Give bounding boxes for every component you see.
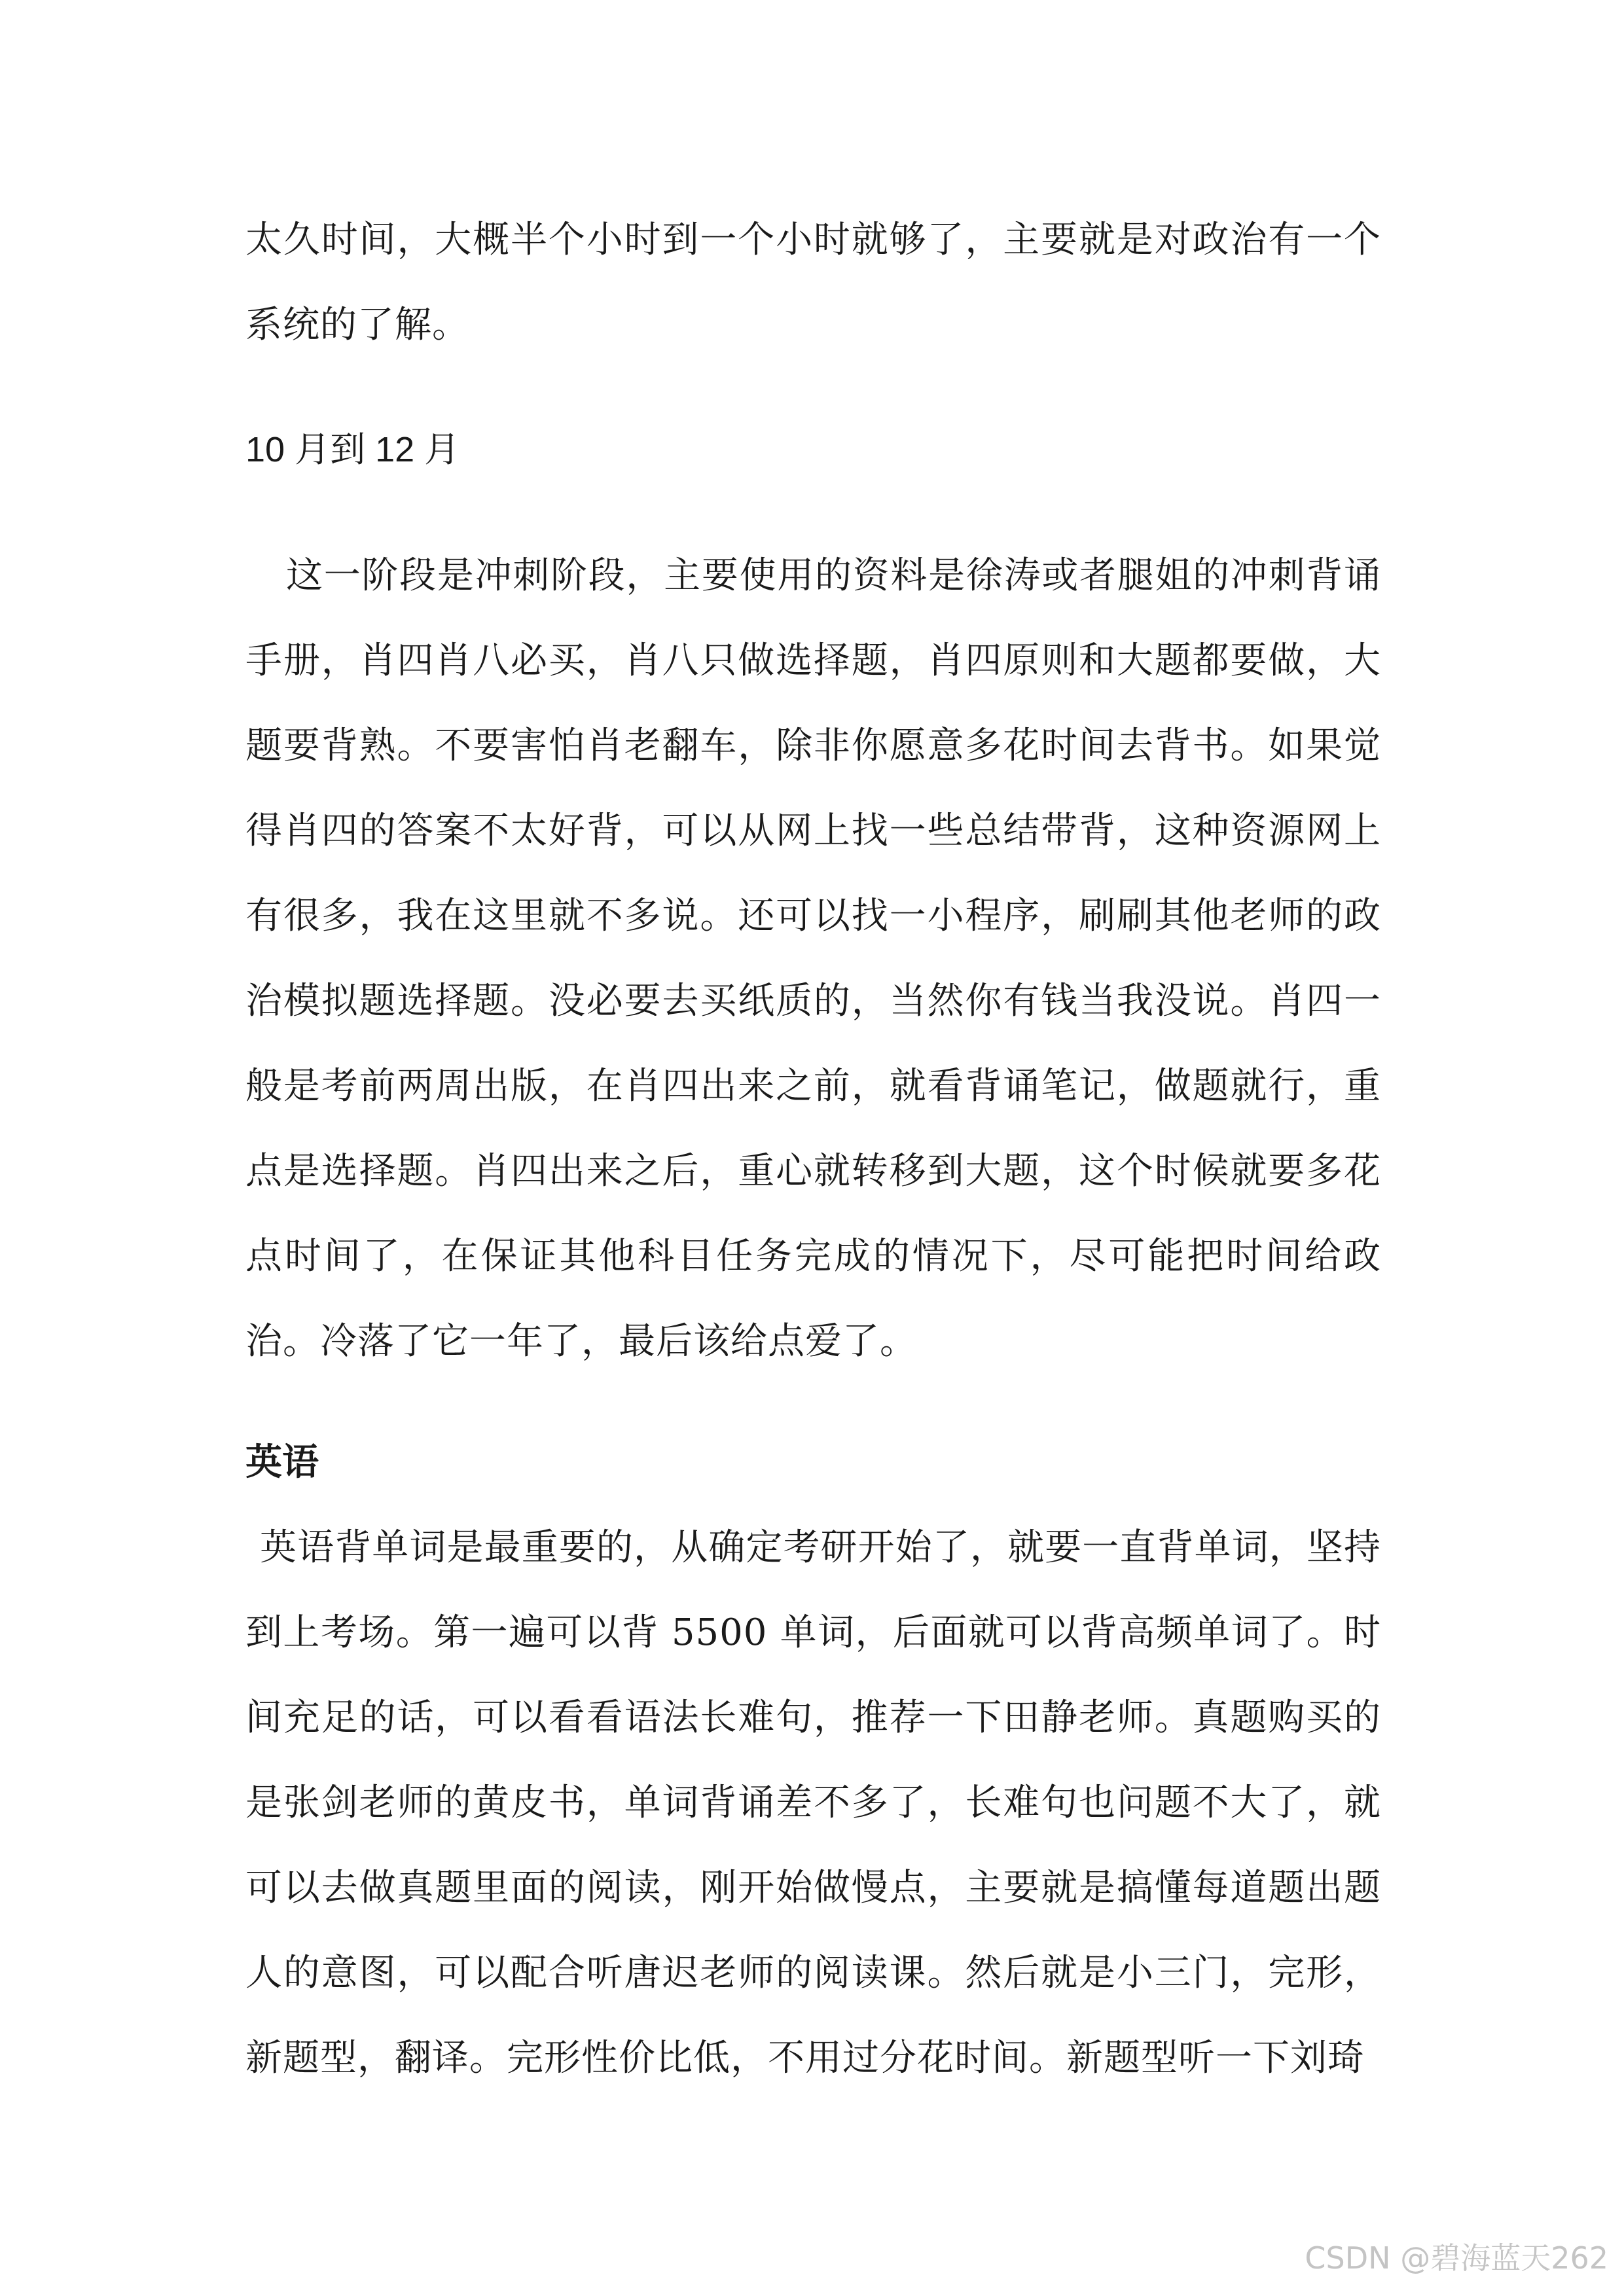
paragraph-sprint-stage: 这一阶段是冲刺阶段，主要使用的资料是徐涛或者腿姐的冲刺背诵手册，肖四肖八必买，肖八只做选择题，肖四原则和大题都要做，大题要背熟。不要害怕肖老翻车，除非你愿意多花时间去背书。如果觉得肖四的答案不太好背，可以从网上找一些总结带背，这种资源网上有很多，我在这里就不多说。还可以找一小程序，刷刷其他老师的政治模拟题选择题。没必要去买纸质的，当然你有钱当我没说。肖四一般是考前两周出版，在肖四出来之前，就看背诵笔记，做题就行，重点是选择题。肖四出来之后，重心就转移到大题，这个时候就要多花点时间了，在保证其他科目任务完成的情况下，尽可能把时间给政治。冷落了它一年了，最后该给点爱了。 <box>245 554 1381 1363</box>
paragraph-english-advice: 英语背单词是最重要的，从确定考研开始了，就要一直背单词，坚持到上考场。第一遍可以背 5500 单词，后面就可以背高频单词了。时间充足的话，可以看看语法长难句，推荐一下田静老师。真题购买的是张剑老师的黄皮书，单词背诵差不多了，长难句也问题不大了，就可以去做真题里面的阅读，刚开始做慢点，主要就是搞懂每道题出题人的意图，可以配合听唐迟老师的阅读课。然后就是小三门，完形，新题型，翻译。完形性价比低，不用过分花时间。新题型听一下刘琦 <box>245 1526 1381 2079</box>
section-heading-oct-dec: 10 月到 12 月 <box>245 430 460 469</box>
paragraph-politics-overview: 太久时间，大概半个小时到一个小时就够了，主要就是对政治有一个系统的了解。 <box>245 219 1381 346</box>
section-heading-english: 英语 <box>245 1441 319 1484</box>
csdn-watermark: CSDN @碧海蓝天262 <box>1305 2240 1608 2276</box>
